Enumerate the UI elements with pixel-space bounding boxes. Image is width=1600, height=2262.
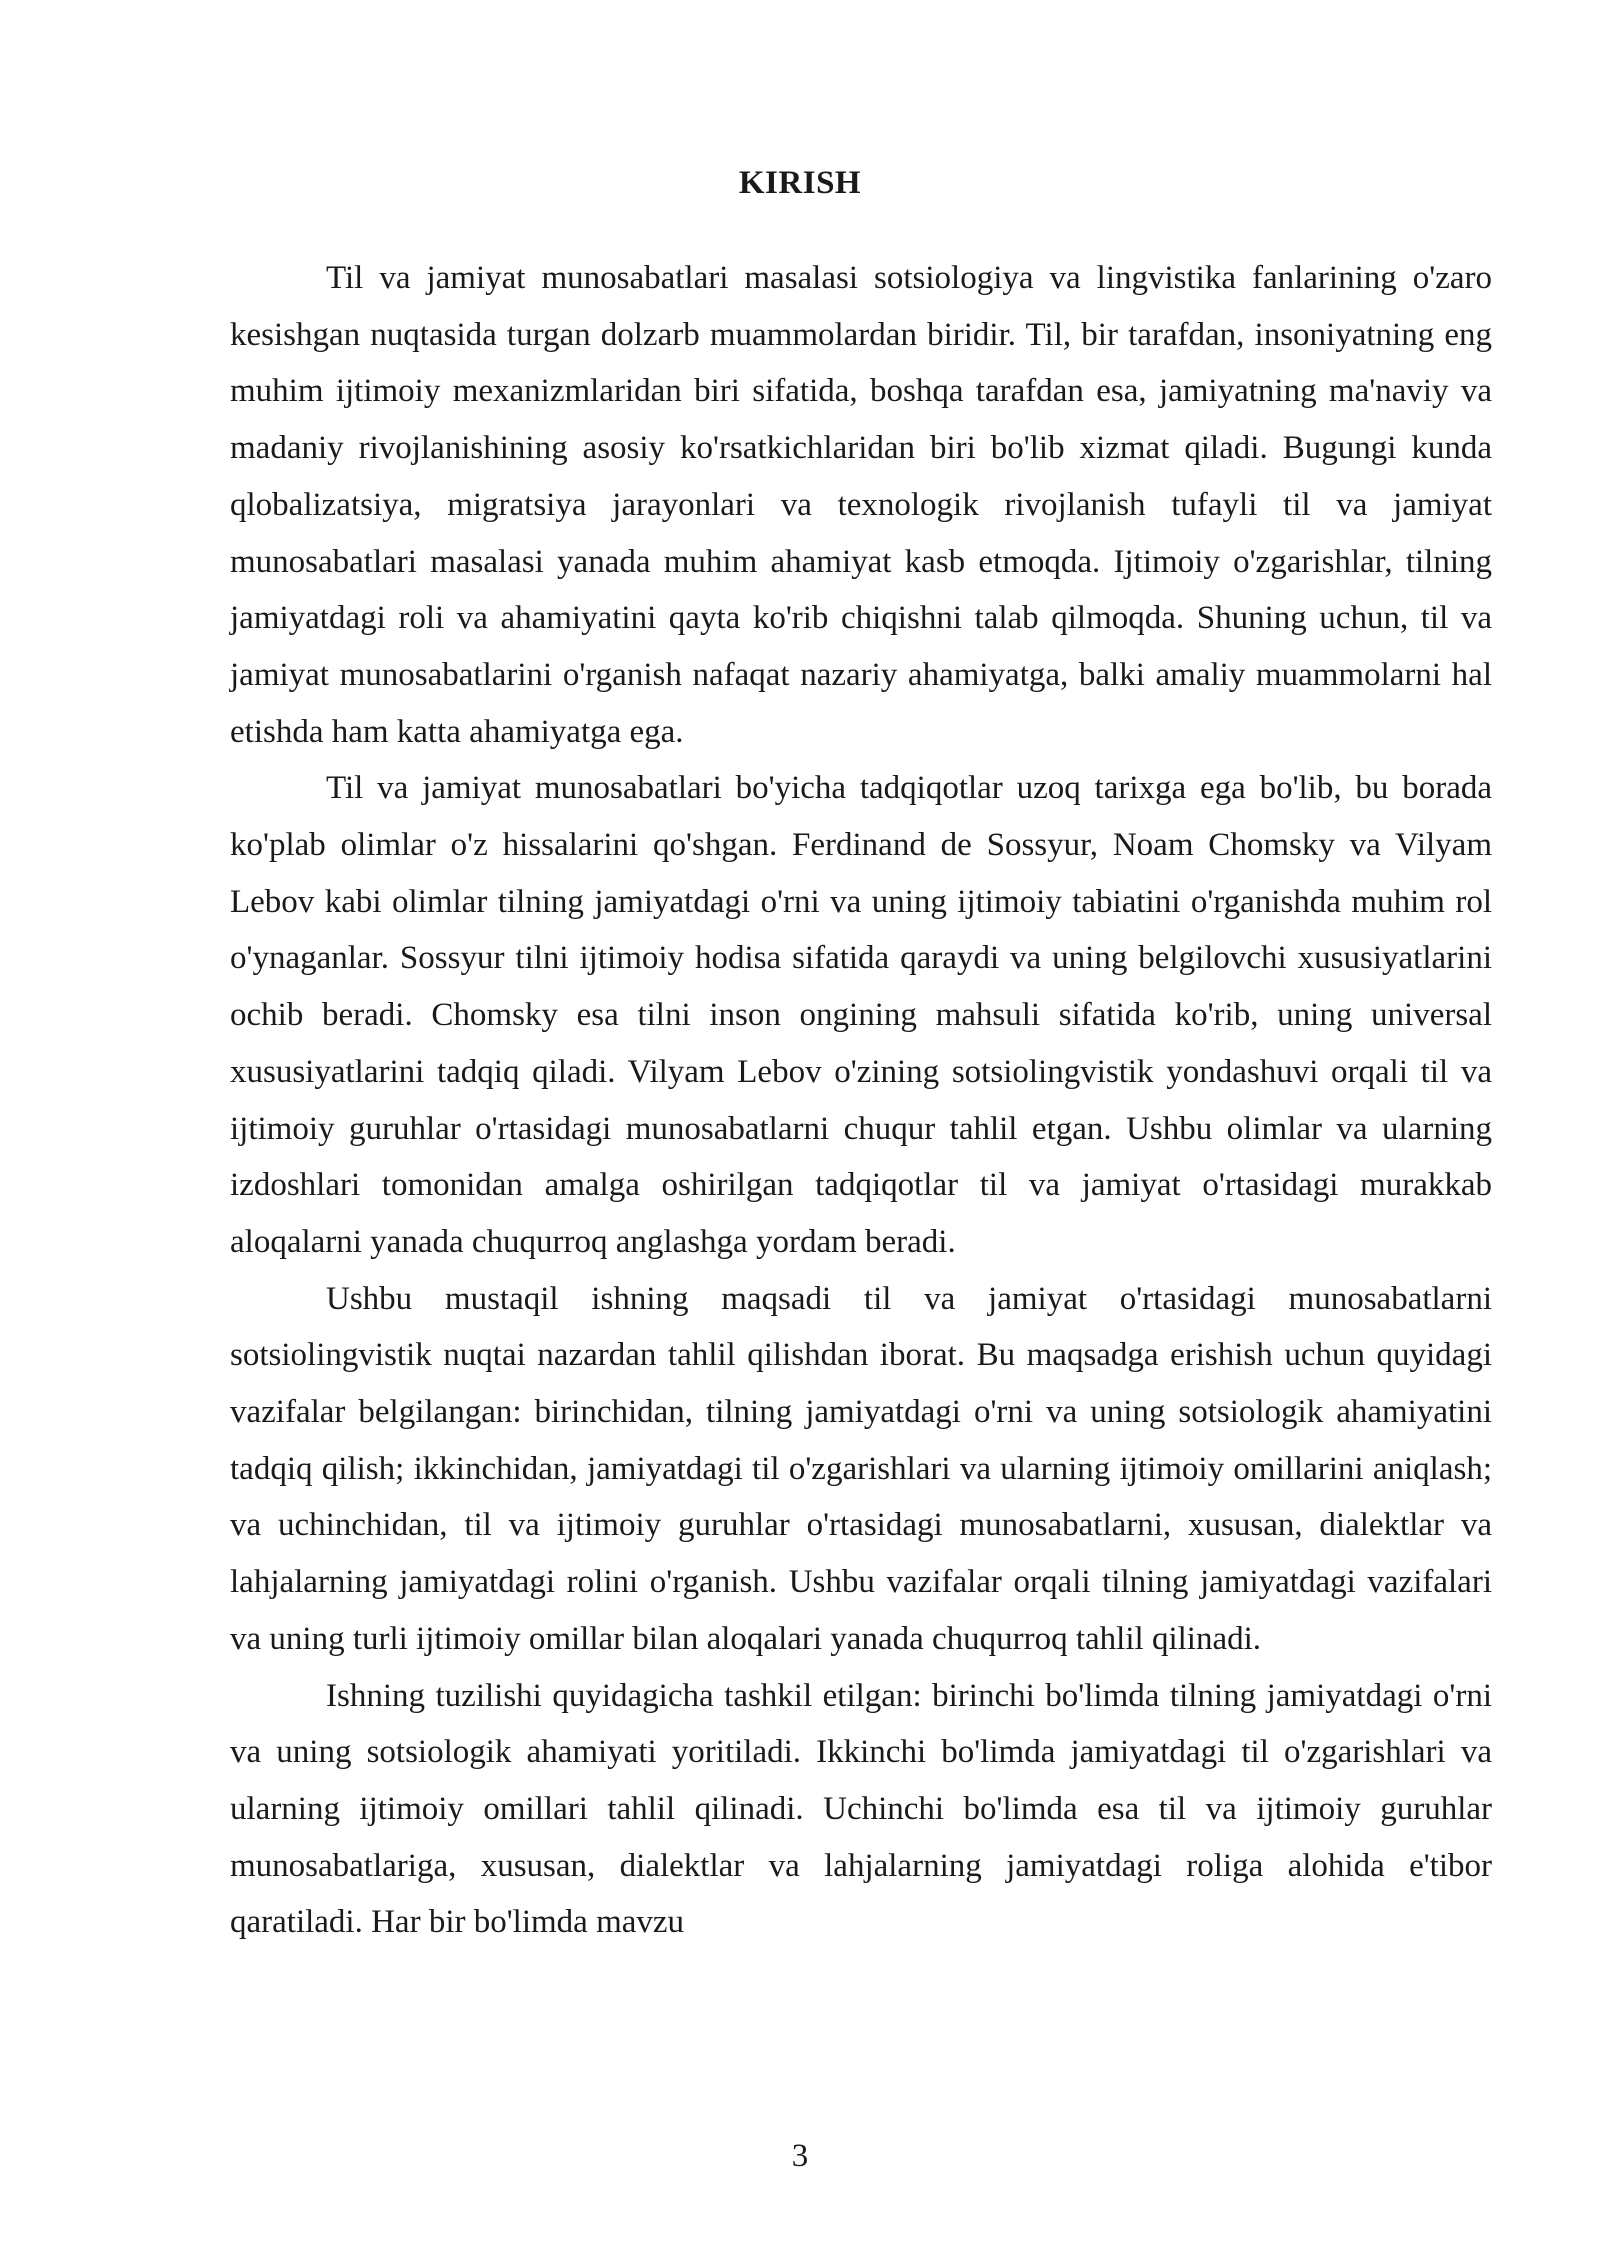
page-number: 3 [791, 2138, 809, 2174]
paragraph-1: Til va jamiyat munosabatlari masalasi sotsiologiya va lingvistika fanlarining o'zaro kesishgan nuqtasida turgan dolzarb muammolardan biridir. Til, bir tarafdan, insoniyatning eng muhim ijtimoiy mexanizmlaridan biri sifatida, boshqa tarafdan esa, jamiyatning ma'naviy va madaniy rivojlanishining asosiy ko'rsatkichlaridan biri bo'lib xizmat qiladi. Bugungi kunda qlobalizatsiya, migratsiya jarayonlari va texnologik rivojlanish tufayli til va jamiyat munosabatlari masalasi yanada muhim ahamiyat kasb etmoqda. Ijtimoiy o'zgarishlar, tilning jamiyatdagi roli va ahamiyatini qayta ko'rib chiqishni talab qilmoqda. Shuning uchun, til va jamiyat munosabatlarini o'rganish nafaqat nazariy ahamiyatga, balki amaliy muammolarni hal etishda ham katta ahamiyatga ega. [230, 260, 1492, 750]
paragraph-3: Ushbu mustaqil ishning maqsadi til va jamiyat o'rtasidagi munosabatlarni sotsiolingvistik nuqtai nazardan tahlil qilishdan iborat. Bu maqsadga erishish uchun quyidagi vazifalar belgilangan: birinchidan, tilning jamiyatdagi o'rni va uning sotsiologik ahamiyatini tadqiq qilish; ikkinchidan, jamiyatdagi til o'zgarishlari va ularning ijtimoiy omillarini aniqlash; va uchinchidan, til va ijtimoiy guruhlar o'rtasidagi munosabatlarni, xususan, dialektlar va lahjalarning jamiyatdagi rolini o'rganish. Ushbu vazifalar orqali tilning jamiyatdagi vazifalari va uning turli ijtimoiy omillar bilan aloqalari yanada chuqurroq tahlil qilinadi. [230, 1280, 1492, 1657]
body-text [230, 250, 1492, 1951]
section-title: KIRISH [738, 165, 862, 201]
paragraph-2: Til va jamiyat munosabatlari bo'yicha tadqiqotlar uzoq tarixga ega bo'lib, bu borada ko'plab olimlar o'z hissalarini qo'shgan. Ferdinand de Sossyur, Noam Chomsky va Vilyam Lebov kabi olimlar tilning jamiyatdagi o'rni va uning ijtimoiy tabiatini o'rganishda muhim rol o'ynaganlar. Sossyur tilni ijtimoiy hodisa sifatida qaraydi va uning belgilovchi xususiyatlarini ochib beradi. Chomsky esa tilni inson ongining mahsuli sifatida ko'rib, uning universal xususiyatlarini tadqiq qiladi. Vilyam Lebov o'zining sotsiolingvistik yondashuvi orqali til va ijtimoiy guruhlar o'rtasidagi munosabatlarni chuqur tahlil etgan. Ushbu olimlar va ularning izdoshlari tomonidan amalga oshirilgan tadqiqotlar til va jamiyat o'rtasidagi murakkab aloqalarni yanada chuqurroq anglashga yordam beradi. [230, 770, 1492, 1260]
paragraph-4: Ishning tuzilishi quyidagicha tashkil etilgan: birinchi bo'limda tilning jamiyatdagi o'rni va uning sotsiologik ahamiyati yoritiladi. Ikkinchi bo'limda jamiyatdagi til o'zgarishlari va ularning ijtimoiy omillari tahlil qilinadi. Uchinchi bo'limda esa til va ijtimoiy guruhlar munosabatlariga, xususan, dialektlar va lahjalarning jamiyatdagi roliga alohida e'tibor qaratiladi. Har bir bo'limda mavzu [230, 1677, 1492, 1941]
